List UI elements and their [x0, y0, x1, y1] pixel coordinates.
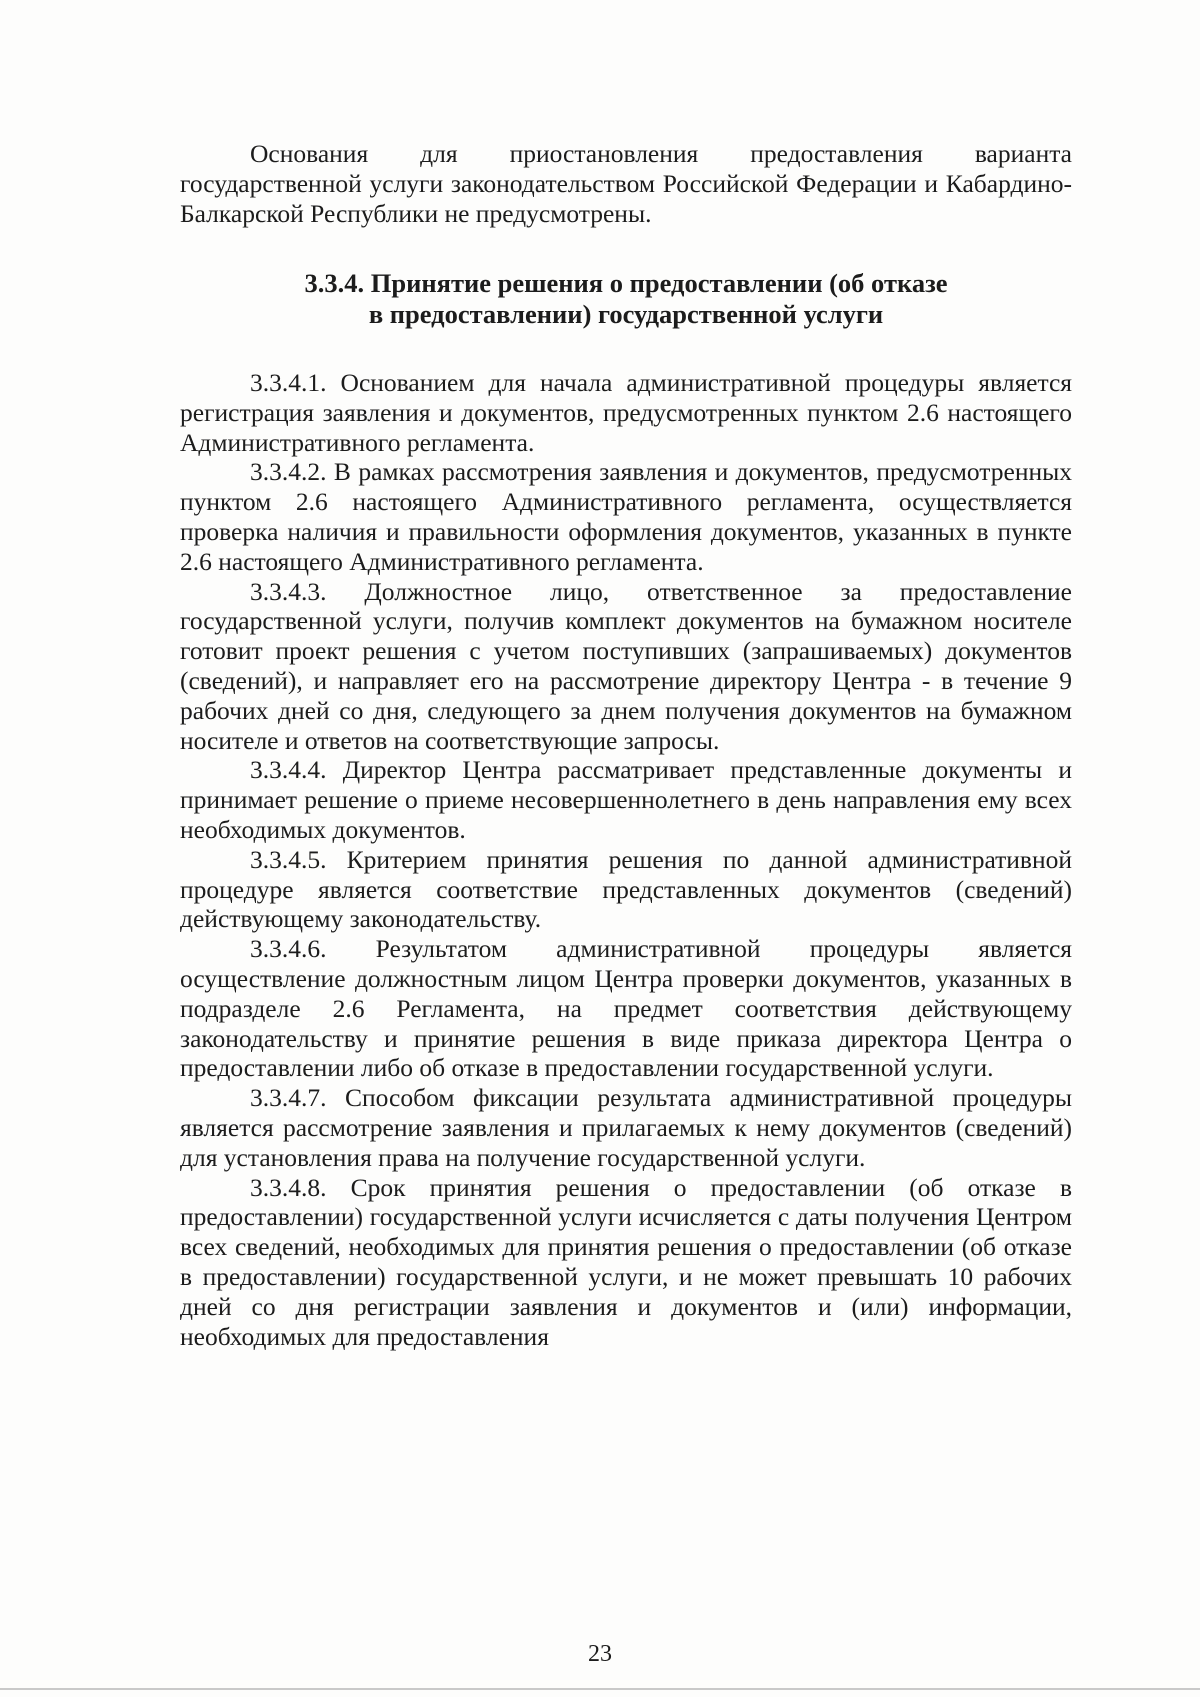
paragraph-3-3-4-7: 3.3.4.7. Способом фиксации результата административной процедуры является рассмотрение заявления и прилагаемых к нему документов (сведений) для установления права на получение государственной услуги.	[180, 1083, 1072, 1172]
section-heading-line-2: в предоставлении) государственной услуги	[368, 299, 884, 329]
intro-paragraph: Основания для приостановления предоставления варианта государственной услуги законодательством Российской Федерации и Кабардино-Балкарской Республики не предусмотрены.	[180, 139, 1072, 228]
paragraph-3-3-4-5: 3.3.4.5. Критерием принятия решения по данной административной процедуре является соответствие представленных документов (сведений) действующему законодательству.	[180, 844, 1072, 934]
paragraph-3-3-4-3: 3.3.4.3. Должностное лицо, ответственное за предоставление государственной услуги, получив комплект документов на бумажном носителе готовит проект решения с учетом поступивших (запрашиваемых) документов (сведений), и направляет его на рассмотрение директору Центра - в течение 9 рабочих дней со дня, следующего за днем получения документов на бумажном носителе и ответов на соответствующие запросы.	[180, 576, 1072, 755]
body-text	[180, 368, 1072, 1351]
scan-edge-line	[0, 1688, 1200, 1690]
paragraph-3-3-4-4: 3.3.4.4. Директор Центра рассматривает представленные документы и принимает решение о приеме несовершеннолетнего в день направления ему всех необходимых документов.	[180, 755, 1072, 844]
paragraph-3-3-4-1: 3.3.4.1. Основанием для начала административной процедуры является регистрация заявления и документов, предусмотренных пунктом 2.6 настоящего Административного регламента.	[180, 368, 1072, 457]
section-heading	[180, 268, 1072, 330]
paragraph-3-3-4-2: 3.3.4.2. В рамках рассмотрения заявления и документов, предусмотренных пунктом 2.6 настоящего Административного регламента, осуществляется проверка наличия и правильности оформления документов, указанных в пункте 2.6 настоящего Административного регламента.	[180, 457, 1072, 576]
section-heading-line-1: 3.3.4. Принятие решения о предоставлении (об отказе	[304, 268, 948, 298]
intro-block	[180, 139, 1072, 228]
page-number: 23	[588, 1641, 612, 1667]
paragraph-3-3-4-6: 3.3.4.6. Результатом административной процедуры является осуществление должностным лицом Центра проверки документов, указанных в подразделе 2.6 Регламента, на предмет соответствия действующему законодательству и принятие решения в виде приказа директора Центра о предоставлении либо об отказе в предоставлении государственной услуги.	[180, 934, 1072, 1083]
paragraph-3-3-4-8: 3.3.4.8. Срок принятия решения о предоставлении (об отказе в предоставлении) государственной услуги исчисляется с даты получения Центром всех сведений, необходимых для принятия решения о предоставлении (об отказе в предоставлении) государственной услуги, и не может превышать 10 рабочих дней со дня регистрации заявления и документов и (или) информации, необходимых для предоставления	[180, 1172, 1072, 1351]
